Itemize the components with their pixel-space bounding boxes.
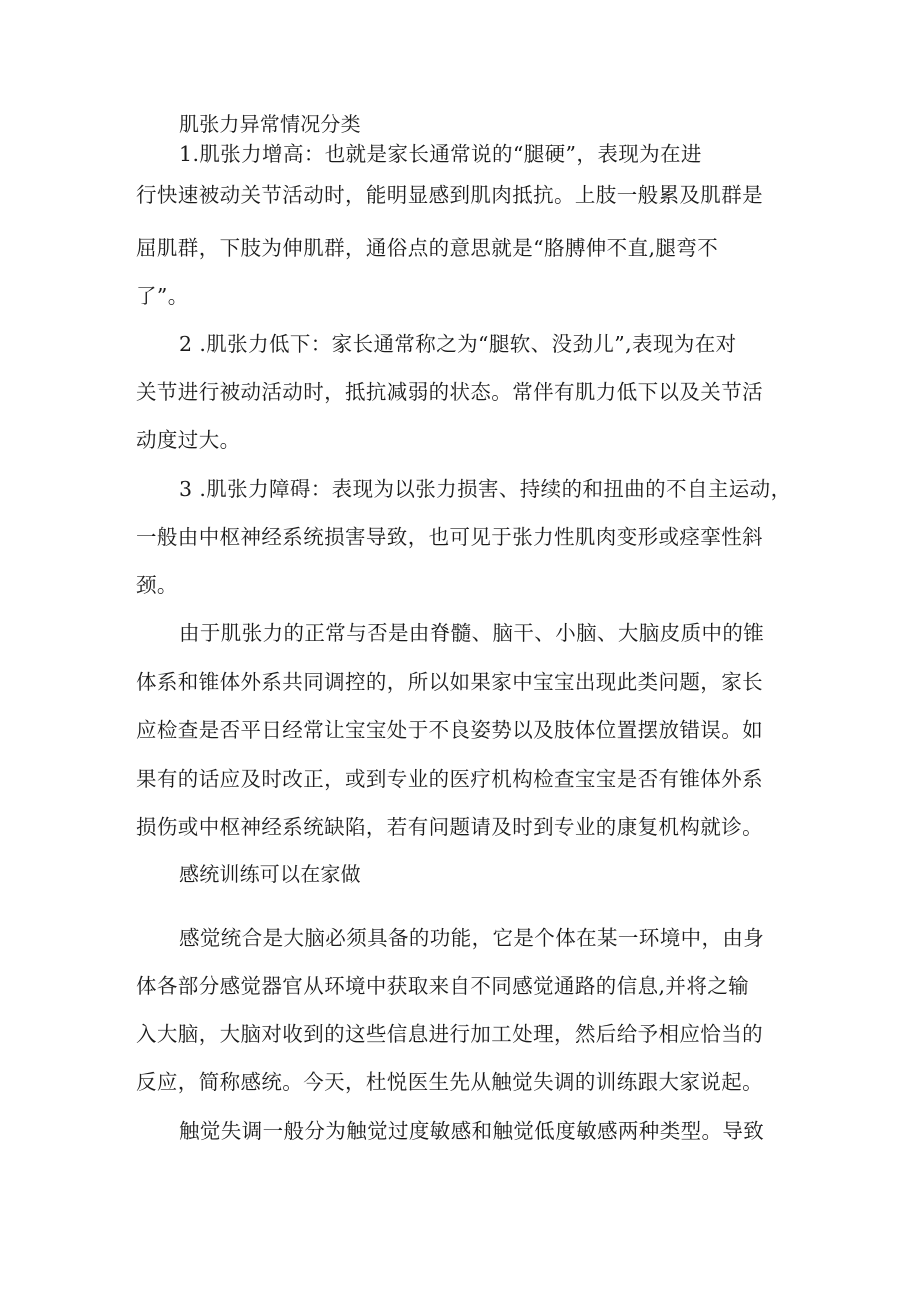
section-heading-sensory-training: 感统训练可以在家做 — [179, 862, 361, 886]
paragraph-line: 触觉失调一般分为触觉过度敏感和触觉低度敏感两种类型。导致 — [179, 1119, 765, 1143]
paragraph-line: 3 .肌张力障碍：表现为以张力损害、持续的和扭曲的不自主运动， — [179, 477, 792, 501]
paragraph-line: 1.肌张力增高：也就是家长通常说的“腿硬”，表现为在进 — [179, 142, 702, 166]
paragraph-line: 体系和锥体外系共同调控的，所以如果家中宝宝出现此类问题，家长 — [136, 670, 763, 694]
paragraph-line: 反应，简称感统。今天，杜悦医生先从触觉失调的训练跟大家说起。 — [136, 1070, 763, 1094]
paragraph-line: 由于肌张力的正常与否是由脊髓、脑干、小脑、大脑皮质中的锥 — [179, 621, 765, 645]
paragraph-line: 入大脑，大脑对收到的这些信息进行加工处理，然后给予相应恰当的 — [136, 1022, 763, 1046]
paragraph-line: 一般由中枢神经系统损害导致，也可见于张力性肌肉变形或痉挛性斜 — [136, 525, 763, 549]
paragraph-line: 了”。 — [136, 284, 189, 308]
paragraph-line: 关节进行被动活动时，抵抗减弱的状态。常伴有肌力低下以及关节活 — [136, 380, 763, 404]
paragraph-line: 2 .肌张力低下：家长通常称之为“腿软、没劲儿”,表现为在对 — [179, 332, 737, 356]
section-heading-muscle-tone: 肌张力异常情况分类 — [179, 112, 361, 136]
paragraph-line: 感觉统合是大脑必须具备的功能，它是个体在某一环境中，由身 — [179, 926, 765, 950]
paragraph-line: 颈。 — [136, 573, 178, 597]
paragraph-line: 动度过大。 — [136, 428, 241, 452]
paragraph-line: 损伤或中枢神经系统缺陷，若有问题请及时到专业的康复机构就诊。 — [136, 815, 763, 839]
paragraph-line: 应检查是否平日经常让宝宝处于不良姿势以及肢体位置摆放错误。如 — [136, 718, 763, 742]
paragraph-line: 行快速被动关节活动时，能明显感到肌肉抵抗。上肢一般累及肌群是 — [136, 183, 763, 207]
paragraph-line: 体各部分感觉器官从环境中获取来自不同感觉通路的信息,并将之输 — [136, 974, 750, 998]
paragraph-line: 屈肌群，下肢为伸肌群，通俗点的意思就是“胳膊伸不直,腿弯不 — [136, 236, 719, 260]
paragraph-line: 果有的话应及时改正，或到专业的医疗机构检查宝宝是否有锥体外系 — [136, 767, 763, 791]
